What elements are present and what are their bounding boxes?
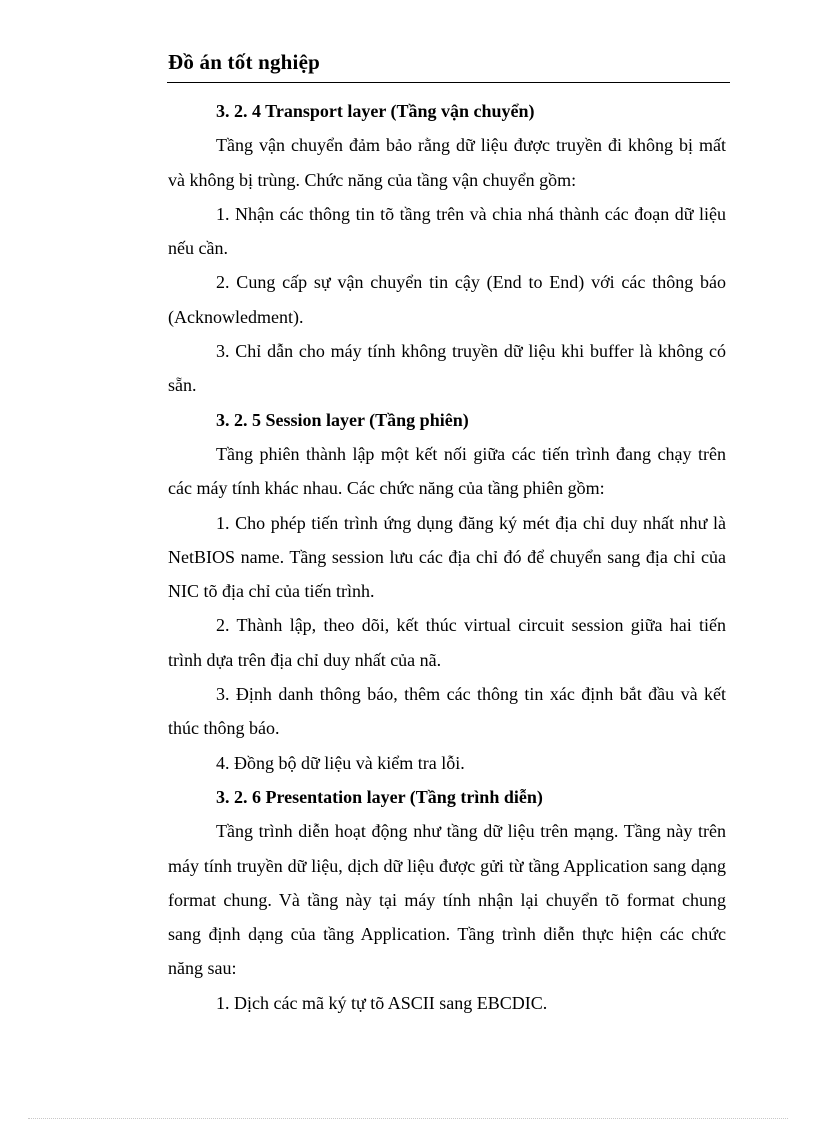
- list-item: 3. Chỉ dẫn cho máy tính không truyền dữ liệu khi buffer là không có sẵn.: [168, 341, 726, 396]
- paragraph: Tầng vận chuyển đảm bảo rằng dữ liệu được truyền đi không bị mất và không bị trùng. Chức năng của tầng vận chuyển gồm:: [168, 135, 726, 190]
- paragraph: Tầng trình diễn hoạt động như tầng dữ liệu trên mạng. Tầng này trên máy tính truyền dữ liệu, dịch dữ liệu được gửi từ tầng Application sang dạng format chung. Và tầng này tại máy tính nhận lại chuyển tõ format chung sang định dạng của tầng Application. Tầng trình diễn thực hiện các chức năng sau:: [168, 821, 726, 979]
- list-item: 1. Dịch các mã ký tự tõ ASCII sang EBCDIC.: [216, 992, 548, 1013]
- section-heading-transport: 3. 2. 4 Transport layer (Tầng vận chuyển): [216, 101, 535, 121]
- document-body: [168, 94, 726, 1020]
- list-item: 3. Định danh thông báo, thêm các thông tin xác định bắt đầu và kết thúc thông báo.: [168, 684, 726, 739]
- list-item: 2. Cung cấp sự vận chuyển tin cậy (End to End) với các thông báo (Acknowledment).: [168, 272, 726, 327]
- list-item: 2. Thành lập, theo dõi, kết thúc virtual circuit session giữa hai tiến trình dựa trên địa chỉ duy nhất của nã.: [168, 615, 726, 670]
- list-item: 1. Nhận các thông tin tõ tầng trên và chia nhá thành các đoạn dữ liệu nếu cần.: [168, 203, 726, 259]
- section-heading-session: 3. 2. 5 Session layer (Tầng phiên): [216, 409, 469, 430]
- list-item: 1. Cho phép tiến trình ứng dụng đăng ký mét địa chỉ duy nhất như là NetBIOS name. Tầng session lưu các địa chỉ đó để chuyển sang địa chỉ của NIC tõ địa chỉ của tiến trình.: [168, 512, 726, 602]
- list-item: 4. Đồng bộ dữ liệu và kiểm tra lỗi.: [216, 752, 465, 773]
- paragraph: Tầng phiên thành lập một kết nối giữa các tiến trình đang chạy trên các máy tính khác nhau. Các chức năng của tầng phiên gồm:: [168, 443, 726, 499]
- header-divider: [167, 82, 730, 83]
- page-header-title: Đồ án tốt nghiệp: [168, 50, 320, 74]
- page-bottom-border: [28, 1118, 788, 1119]
- section-heading-presentation: 3. 2. 6 Presentation layer (Tầng trình diễn): [216, 786, 543, 807]
